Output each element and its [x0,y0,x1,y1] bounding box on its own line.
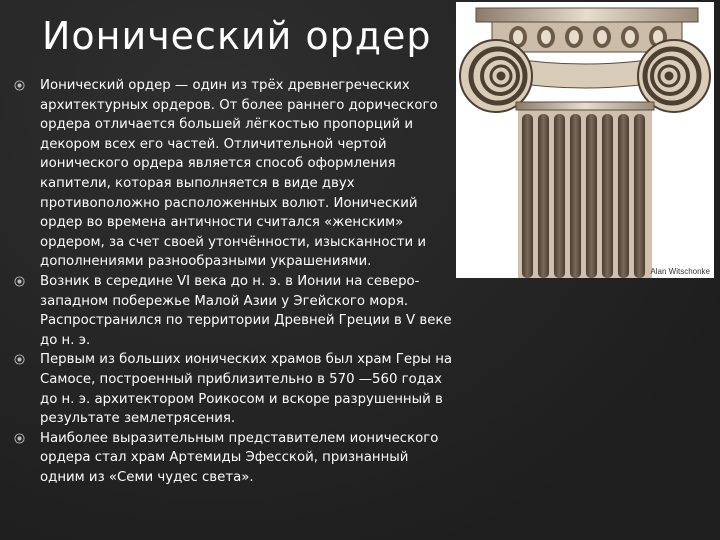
bullet-list [14,76,454,487]
bullet-item [14,350,454,428]
circle-bullet-icon [14,354,25,365]
bullet-item [14,272,454,350]
ionic-column-image [456,2,714,278]
circle-bullet-icon [14,433,25,444]
image-credit: Alan Witschonke [650,267,710,276]
bullet-text: Ионический ордер — один из трёх древнегреческих архитектурных ордеров. От более раннего дорического ордера отличается большей лёгкостью пропорций и декором всех его частей. Отличительной чертой ионического ордера является способ оформления капители, которая выполняется в виде двух противоположно расположенных волют. Ионический ордер во времена античности считался «женским» ордером, за счет своей утончённости, изысканности и дополнениями разнообразными украшениями. [40,78,438,270]
bullet-text: Первым из больших ионических храмов был храм Геры на Самосе, построенный приблизительно в 570 —560 годах до н. э. архитектором Роикосом и вскоре разрушенный в результате землетрясения. [40,352,453,427]
bullet-text: Наиболее выразительным представителем ионического ордера стал храм Артемиды Эфесской, признанный одним из «Семи чудес света». [40,430,439,485]
bullet-item [14,76,454,272]
bullet-item [14,429,454,488]
circle-bullet-icon [14,80,25,91]
bullet-text: Возник в середине VI века до н. э. в Ионии на северо-западном побережье Малой Азии у Эгейского моря. Распространился по территории Древней Греции в V веке до н. э. [40,273,452,348]
slide-title: Ионический ордер [42,14,432,58]
circle-bullet-icon [14,276,25,287]
ionic-column-capital-icon [456,2,714,278]
